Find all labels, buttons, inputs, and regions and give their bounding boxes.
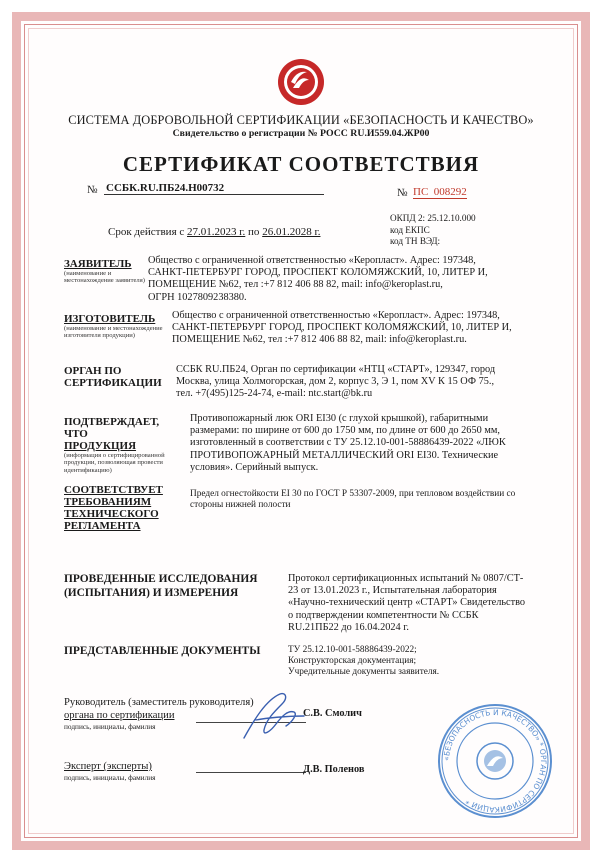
serial-prefix: ПС — [413, 186, 429, 198]
manufacturer-text — [172, 310, 552, 347]
applicant-line: ПОМЕЩЕНИЕ №62, тел :+7 812 406 88 82, mail: info@keroplast.ru, — [148, 279, 443, 291]
product-label-1: ПОДТВЕРЖДАЕТ, ЧТО — [64, 416, 160, 440]
tests-line: Протокол сертификационных испытаний № 0807/СТ- — [288, 573, 524, 584]
cert-body-text — [176, 364, 552, 401]
requirements-label-line: ТРЕБОВАНИЯМ — [64, 496, 152, 508]
cert-body-label-block — [64, 365, 164, 389]
applicant-sublabel: (наименование и местонахождение заявителя) — [64, 270, 145, 285]
cert-body-label-1: ОРГАН ПО — [64, 365, 122, 377]
tests-label-block — [64, 572, 264, 600]
product-line: условия». Серийный выпуск. — [190, 461, 319, 473]
tests-text — [288, 573, 556, 634]
applicant-line: Общество с ограниченной ответственностью «Керопласт». Адрес: 197348, — [148, 255, 476, 266]
certification-logo-icon — [277, 58, 325, 106]
head-title-line-2: органа по сертификации — [64, 710, 175, 721]
head-title-line-1: Руководитель (заместитель руководителя) — [64, 697, 254, 708]
applicant-line: ОГРН 1027809238380. — [148, 291, 247, 303]
serial-label: № — [397, 187, 408, 199]
tests-line: «Научно-технический центр «СТАРТ» Свидетельство — [288, 597, 526, 609]
expert-signature-line — [196, 772, 306, 773]
documents-line: Конструкторская документация; — [288, 656, 417, 667]
product-label-block — [64, 416, 176, 474]
system-name: СИСТЕМА ДОБРОВОЛЬНОЙ СЕРТИФИКАЦИИ «БЕЗОПАСНОСТЬ И КАЧЕСТВО» — [68, 113, 534, 127]
product-line: ПРОТИВОПОЖАРНЫЙ МЕТАЛЛИЧЕСКИЙ ORI EI30. Технические — [190, 449, 499, 461]
applicant-text — [148, 255, 548, 304]
expert-signature-block — [64, 760, 284, 782]
product-line: изготовленный в соответствии с ТУ 25.12.10-001-58886439-2022 «ЛЮК — [190, 437, 506, 449]
certificate-number-label: № — [87, 184, 98, 196]
tn-ved-code: код ТН ВЭД: — [390, 236, 441, 247]
applicant-label: ЗАЯВИТЕЛЬ — [64, 258, 132, 270]
documents-line: ТУ 25.12.10-001-58886439-2022; — [288, 645, 417, 655]
handwritten-signature — [236, 690, 308, 742]
tests-line: о подтверждении компетентности № ССБК — [288, 609, 479, 621]
head-name: С.В. Смолич — [303, 708, 362, 719]
validity-to-word: по — [248, 226, 260, 238]
tests-line: 23 от 13.01.2023 г., Испытательная лаборатория — [288, 585, 497, 597]
product-line: размерами: по ширине от 600 до 1750 мм, по длине от 600 до 2650 мм, — [190, 425, 500, 437]
applicant-line: САНКТ-ПЕТЕРБУРГ ГОРОД, ПРОСПЕКТ КОЛОМЯЖСКИЙ, 10, ЛИТЕР И, — [148, 267, 488, 279]
requirements-line: Предел огнестойкости EI 30 по ГОСТ Р 53307-2009, при тепловом воздействии со — [190, 489, 516, 499]
cert-body-line: Москва, улица Холмогорская, дом 2, корпус 3, Э 1, пом XV К 15 ОФ 75., — [176, 376, 495, 388]
product-sublabel: (информация о сертифицированной продукции, позволяющая провести идентификацию) — [64, 452, 165, 474]
certificate-number: ССБК.RU.ПБ24.Н00732 — [104, 182, 324, 195]
cert-body-line: тел. +7(495)125-24-74, e-mail: ntc.start@bk.ru — [176, 388, 373, 400]
expert-signature-sub: подпись, инициалы, фамилия — [64, 773, 156, 782]
requirements-text — [190, 489, 552, 511]
requirements-label-block — [64, 484, 184, 532]
product-text — [190, 413, 552, 474]
applicant-label-block — [64, 258, 148, 285]
manufacturer-label: ИЗГОТОВИТЕЛЬ — [64, 313, 156, 325]
tests-line: RU.21ПБ22 до 16.04.2024 г. — [288, 621, 409, 633]
validity-from: 27.01.2023 г. — [187, 226, 246, 238]
requirements-line: стороны нижней полости — [190, 500, 291, 511]
official-stamp — [436, 702, 554, 820]
requirements-label-line: СООТВЕТСТВУЕТ — [64, 484, 163, 496]
serial-number — [413, 186, 467, 199]
manufacturer-sublabel: (наименование и местонахождение изготовителя продукции) — [64, 325, 163, 340]
documents-label: ПРЕДСТАВЛЕННЫЕ ДОКУМЕНТЫ — [64, 645, 261, 657]
requirements-label-line: РЕГЛАМЕНТА — [64, 520, 141, 532]
stamp-ring-text: «БЕЗОПАСНОСТЬ И КАЧЕСТВО» * ОРГАН ПО СЕРТИФИКАЦИИ * — [441, 707, 549, 815]
documents-line: Учредительные документы заявителя. — [288, 667, 440, 678]
product-label-2: ПРОДУКЦИЯ — [64, 440, 137, 452]
manufacturer-line: САНКТ-ПЕТЕРБУРГ ГОРОД, ПРОСПЕКТ КОЛОМЯЖСКИЙ, 10, ЛИТЕР И, — [172, 322, 512, 334]
classification-codes — [390, 213, 476, 248]
serial-digits: 008292 — [433, 186, 467, 198]
okpd-code: ОКПД 2: 25.12.10.000 — [390, 213, 476, 223]
ekps-code: код ЕКПС — [390, 224, 430, 235]
validity-period — [108, 226, 320, 238]
registration-line: Свидетельство о регистрации № РОСС RU.И559.04.ЖР00 — [172, 128, 430, 139]
tests-label-1: ПРОВЕДЕННЫЕ ИССЛЕДОВАНИЯ — [64, 573, 258, 585]
manufacturer-line: ПОМЕЩЕНИЕ №62, тел :+7 812 406 88 82, mail: info@keroplast.ru. — [172, 334, 467, 346]
document-title: СЕРТИФИКАТ СООТВЕТСТВИЯ — [122, 152, 480, 176]
cert-body-line: ССБК RU.ПБ24, Орган по сертификации «НТЦ «СТАРТ», 129347, город — [176, 364, 496, 375]
validity-to: 26.01.2028 г. — [262, 226, 321, 238]
product-line: Противопожарный люк ORI EI30 (с глухой крышкой), габаритными — [190, 413, 489, 424]
documents-text — [288, 645, 556, 679]
manufacturer-label-block — [64, 313, 164, 340]
validity-prefix: Срок действия с — [108, 226, 185, 238]
requirements-label-line: ТЕХНИЧЕСКОГО — [64, 508, 159, 520]
head-signature-sub: подпись, инициалы, фамилия — [64, 722, 156, 731]
expert-title: Эксперт (эксперты) — [64, 761, 152, 772]
expert-name: Д.В. Поленов — [303, 764, 365, 775]
cert-body-label-2: СЕРТИФИКАЦИИ — [64, 377, 162, 389]
tests-label-2: (ИСПЫТАНИЯ) И ИЗМЕРЕНИЯ — [64, 587, 239, 599]
manufacturer-line: Общество с ограниченной ответственностью «Керопласт». Адрес: 197348, — [172, 310, 500, 321]
